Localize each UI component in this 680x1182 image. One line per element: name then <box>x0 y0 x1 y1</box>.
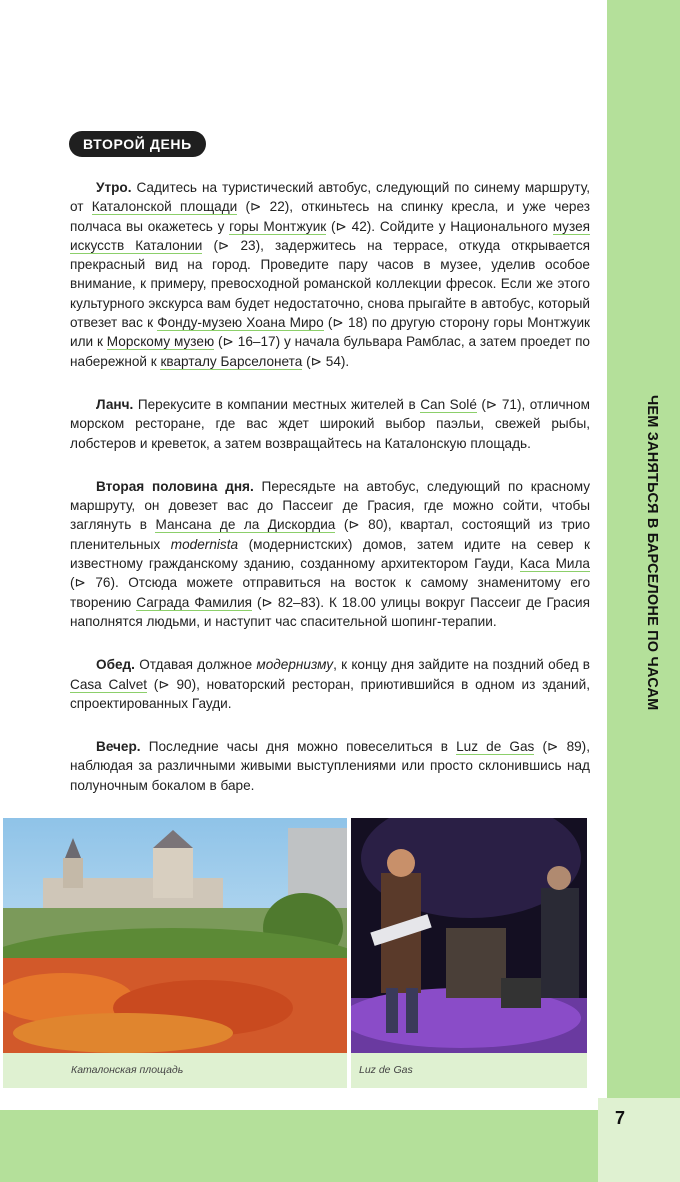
paragraph-afternoon <box>70 477 590 631</box>
photo-caption-right: Luz de Gas <box>359 1064 413 1076</box>
lead-word: Вторая половина дня. <box>96 478 254 494</box>
cross-reference-link[interactable]: музея искусств Каталонии <box>70 218 590 253</box>
cross-reference-link[interactable]: кварталу Барселонета <box>160 353 303 369</box>
page-number-box <box>598 1098 680 1182</box>
text-run: (⊳ 80), квартал, состоящий из трио пленительных <box>70 517 591 552</box>
text-run: (⊳ 16–17) у начала бульвара Рамблас, а затем проедет по набережной к <box>70 334 590 369</box>
text-run: (⊳ 71), отличном морском ресторане, где вас ждет широкий выбор паэльи, свежей рыбы, лобстеров и креветок, а затем возвращайтесь на Каталонскую площадь. <box>70 396 590 451</box>
text-run: (⊳ 18) по другую сторону горы Монтжуик или к <box>70 315 590 350</box>
cross-reference-link[interactable]: Каталонской площади <box>91 199 238 215</box>
text-run: Садитесь на туристический автобус, следующий по синему маршруту, от <box>70 180 590 215</box>
text-run: , к концу дня зайдите на поздний обед в <box>333 657 590 673</box>
italic-term: модернизму <box>256 657 334 673</box>
text-run: (⊳ 82–83). К 18.00 улицы вокруг Пассеиг де Грасия наполнятся людьми, и наступит час спасительной шопинг-терапии. <box>70 594 590 629</box>
text-run: Отдавая должное <box>134 657 257 673</box>
cross-reference-link[interactable]: Мансана де ла Дискордиа <box>155 517 336 533</box>
footer-band <box>0 1110 598 1182</box>
page-number: 7 <box>615 1108 626 1128</box>
body-text <box>70 178 590 819</box>
section-heading: ВТОРОЙ ДЕНЬ <box>69 131 206 157</box>
paragraph-morning <box>70 178 590 371</box>
photo-strip <box>3 818 587 1088</box>
text-run: Пересядьте на автобус, следующий по красному маршруту, он довезет вас до Пассеиг де Грасия, где можно сойти, чтобы заглянуть в <box>70 478 590 533</box>
text-run: (⊳ 22), откиньтесь на спинку кресла, и уже через полчаса вы окажетесь у <box>70 199 590 234</box>
cross-reference-link[interactable]: Каса Мила <box>519 556 590 572</box>
lead-word: Утро. <box>96 180 132 195</box>
lead-word: Вечер. <box>96 739 141 755</box>
catalonia-square-photo <box>3 818 347 1053</box>
text-run: (⊳ 54). <box>302 353 350 369</box>
paragraph-lunch <box>70 395 590 453</box>
text-run: (⊳ 89), наблюдая за различными живыми выступлениями или просто склонившись над полуночным бокалом в баре. <box>70 739 590 793</box>
cross-reference-link[interactable]: Саграда Фамилия <box>136 594 253 610</box>
paragraph-dinner <box>70 655 590 713</box>
cross-reference-link[interactable]: Casa Calvet <box>70 676 148 692</box>
cross-reference-link[interactable]: Can Solé <box>420 396 477 412</box>
text-run: Перекусите в компании местных жителей в <box>133 396 421 412</box>
italic-term: modernista <box>170 536 239 552</box>
text-run: (⊳ 23), задержитесь на террасе, откуда открывается прекрасный вид на город. Проведите пару часов в музее, уделив особое внимание, к примеру, превосходной романской коллекции фресок. Если же этого культурного экскурса вам будет недостаточно, снова прыгайте в автобус, который отвезет вас к <box>70 237 590 331</box>
text-run: (⊳ 42). Сойдите у Национального <box>326 218 553 234</box>
luz-de-gas-photo <box>351 818 587 1053</box>
paragraph-evening <box>70 737 590 795</box>
text-run: (⊳ 90), новаторский ресторан, приютившийся в одном из зданий, спроектированных Гауди. <box>70 676 590 711</box>
lead-word: Обед. <box>96 657 135 673</box>
cross-reference-link[interactable]: Luz de Gas <box>456 739 535 755</box>
lead-word: Ланч. <box>96 396 134 412</box>
cross-reference-link[interactable]: Морскому музею <box>106 334 215 350</box>
chapter-title: ЧЕМ ЗАНЯТЬСЯ В БАРСЕЛОНЕ ПО ЧАСАМ <box>644 395 660 711</box>
text-run: Последние часы дня можно повеселиться в <box>140 739 457 755</box>
cross-reference-link[interactable]: горы Монтжуик <box>229 218 327 234</box>
text-run: (⊳ 76). Отсюда можете отправиться на восток к самому знаменитому его творению <box>70 575 590 610</box>
photo-caption-left: Каталонская площадь <box>71 1064 184 1076</box>
cross-reference-link[interactable]: Фонду-музею Хоана Миро <box>157 315 324 331</box>
text-run: (модернистских) домов, затем идите на север к известному гражданскому зданию, созданному архитектором Гауди, <box>70 536 590 572</box>
